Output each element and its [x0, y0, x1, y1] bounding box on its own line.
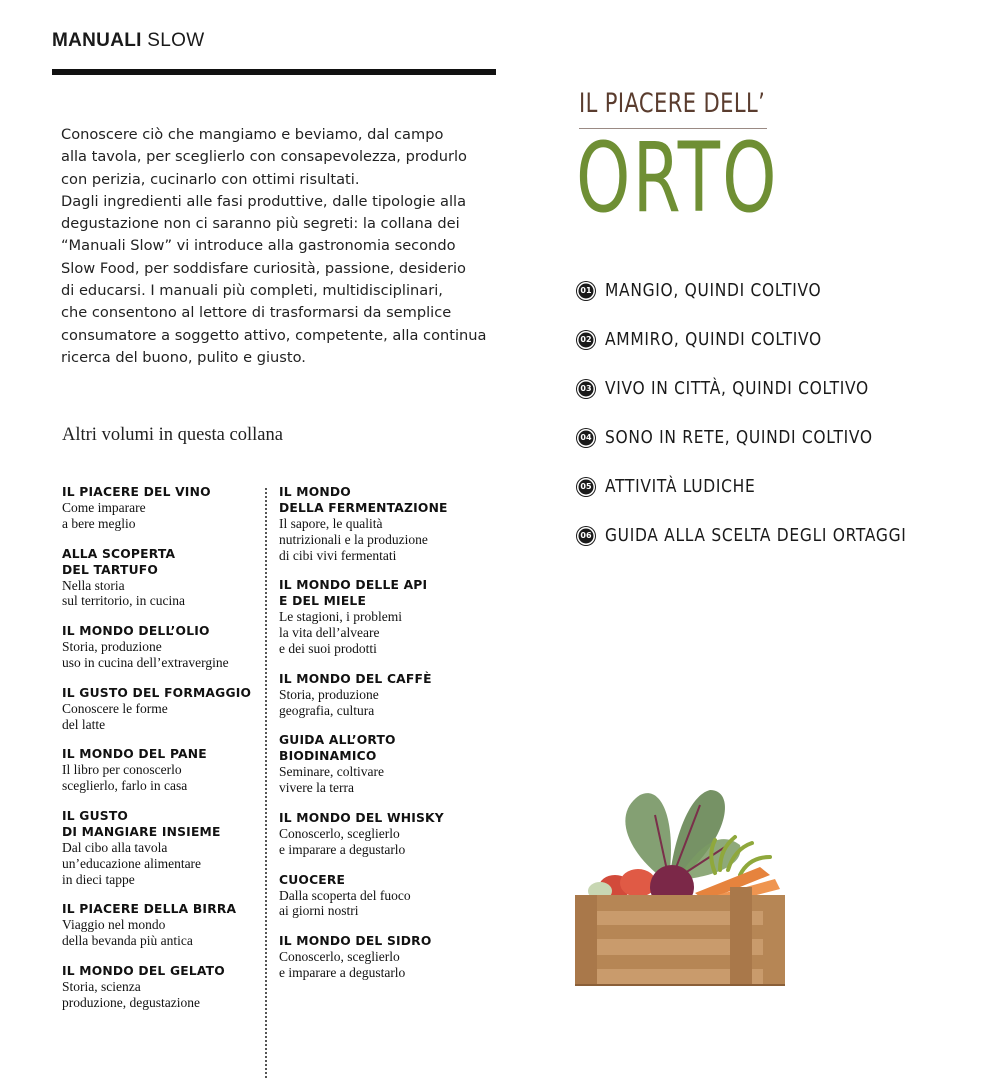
volume-title: CUOCERE	[279, 872, 346, 887]
chapter-label: AMMIRO, QUINDI COLTIVO	[605, 329, 822, 350]
volume-item	[62, 901, 258, 949]
header-rule	[52, 69, 496, 75]
volume-item	[62, 963, 258, 1011]
chapter-item	[577, 266, 956, 315]
volume-item	[279, 732, 479, 796]
volume-title: IL MONDO DELL’OLIO	[62, 624, 210, 639]
cover-main-title: ORTO	[576, 122, 779, 234]
volume-title: IL MONDO DELLE API E DEL MIELE	[279, 578, 428, 609]
chapter-label: SONO IN RETE, QUINDI COLTIVO	[605, 427, 873, 448]
chapter-number-badge: 02	[577, 331, 595, 349]
volume-item	[62, 484, 258, 532]
series-name-bold: MANUALI	[52, 30, 142, 51]
series-name-light: SLOW	[147, 30, 205, 51]
chapter-number-badge: 04	[577, 429, 595, 447]
wooden-crate-icon	[575, 887, 785, 985]
volume-subtitle: Conoscerlo, sceglierlo e imparare a degustarlo	[279, 825, 406, 857]
intro-text-block	[61, 124, 491, 369]
chapter-item	[577, 315, 956, 364]
series-header	[52, 30, 204, 52]
volume-item	[62, 685, 258, 733]
volume-subtitle: Dal cibo alla tavola un’educazione alimentare in dieci tappe	[62, 839, 202, 887]
column-divider	[265, 488, 267, 1078]
volume-title: ALLA SCOPERTA DEL TARTUFO	[62, 546, 176, 577]
chapter-list	[577, 266, 956, 560]
volume-subtitle: Dalla scoperta del fuoco ai giorni nostri	[279, 887, 411, 919]
volume-subtitle: Conoscere le forme del latte	[62, 700, 168, 732]
volume-subtitle: Conoscerlo, sceglierlo e imparare a degustarlo	[279, 949, 406, 980]
chapter-label: ATTIVITÀ LUDICHE	[605, 476, 756, 497]
volume-title: IL MONDO DEL PANE	[62, 747, 207, 762]
other-volumes-heading: Altri volumi in questa collana	[62, 425, 283, 445]
volume-title: IL MONDO DELLA FERMENTAZIONE	[279, 485, 448, 515]
volume-item	[279, 933, 479, 981]
volume-item	[279, 671, 479, 719]
volume-subtitle: Il libro per conoscerlo sceglierlo, farlo in casa	[62, 762, 188, 794]
volume-item	[62, 746, 258, 794]
volume-item	[279, 872, 479, 920]
chapter-item	[577, 364, 956, 413]
volume-title: IL MONDO DEL CAFFÈ	[279, 671, 432, 686]
chapter-label: VIVO IN CITTÀ, QUINDI COLTIVO	[605, 378, 869, 399]
chapter-item	[577, 462, 956, 511]
volume-subtitle: Seminare, coltivare vivere la terra	[279, 764, 384, 796]
chapter-number-badge: 01	[577, 282, 595, 300]
chapter-label: GUIDA ALLA SCELTA DEGLI ORTAGGI	[605, 525, 907, 546]
chapter-label: MANGIO, QUINDI COLTIVO	[605, 280, 822, 301]
volume-subtitle: Storia, scienza produzione, degustazione	[62, 978, 200, 1010]
volume-title: IL MONDO DEL SIDRO	[279, 934, 432, 949]
chapter-number-badge: 03	[577, 380, 595, 398]
vegetable-crate-illustration-icon	[570, 775, 790, 995]
volume-title: IL PIACERE DELLA BIRRA	[62, 902, 237, 917]
volume-item	[279, 484, 479, 563]
volume-subtitle: Come imparare a bere meglio	[62, 500, 146, 531]
chapter-item	[577, 511, 956, 560]
volume-subtitle: Le stagioni, i problemi la vita dell’alveare e dei suoi prodotti	[279, 609, 402, 656]
volume-title: IL MONDO DEL WHISKY	[279, 810, 444, 825]
volume-title: IL GUSTO DI MANGIARE INSIEME	[62, 808, 221, 839]
volume-subtitle: Nella storia sul territorio, in cucina	[62, 577, 185, 609]
volume-item	[279, 577, 479, 656]
volume-item	[62, 623, 258, 671]
cover-pre-title: IL PIACERE DELL’	[579, 88, 766, 119]
volume-title: GUIDA ALL’ORTO BIODINAMICO	[279, 733, 396, 764]
intro-paragraph: Conoscere ciò che mangiamo e beviamo, dal campo alla tavola, per sceglierlo con consapevolezza, produrlo con perizia, cucinarlo con ottimi risultati. Dagli ingredienti alle fasi produttive, dalle tipologie alla degustazione non ci saranno più segreti: la collana dei “Manuali Slow” vi introduce alla gastronomia secondo Slow Food, per soddisfare curiosità, passione, desiderio di educarsi. I manuali più completi, multidisciplinari, che consentono al lettore di trasformarsi da semplice consumatore a soggetto attivo, competente, alla continua ricerca del buono, pulito e giusto.	[61, 126, 487, 366]
volume-subtitle: Storia, produzione geografia, cultura	[279, 686, 379, 718]
volumes-column-left	[62, 484, 258, 1025]
volume-item	[279, 810, 479, 858]
volume-title: IL GUSTO DEL FORMAGGIO	[62, 685, 252, 700]
volume-subtitle: Il sapore, le qualità nutrizionali e la produzione di cibi vivi fermentati	[279, 516, 428, 563]
volume-subtitle: Viaggio nel mondo della bevanda più antica	[62, 917, 193, 949]
vegetable-crate-svg	[570, 775, 790, 995]
volumes-column-right	[279, 484, 479, 995]
chapter-item	[577, 413, 956, 462]
chapter-number-badge: 06	[577, 527, 595, 545]
volume-title: IL PIACERE DEL VINO	[62, 485, 211, 499]
volume-title: IL MONDO DEL GELATO	[62, 963, 225, 978]
volume-item	[62, 808, 258, 887]
beet-leaves-icon	[625, 790, 740, 880]
volume-subtitle: Storia, produzione uso in cucina dell’extravergine	[62, 639, 229, 670]
chapter-number-badge: 05	[577, 478, 595, 496]
volume-item	[62, 546, 258, 610]
